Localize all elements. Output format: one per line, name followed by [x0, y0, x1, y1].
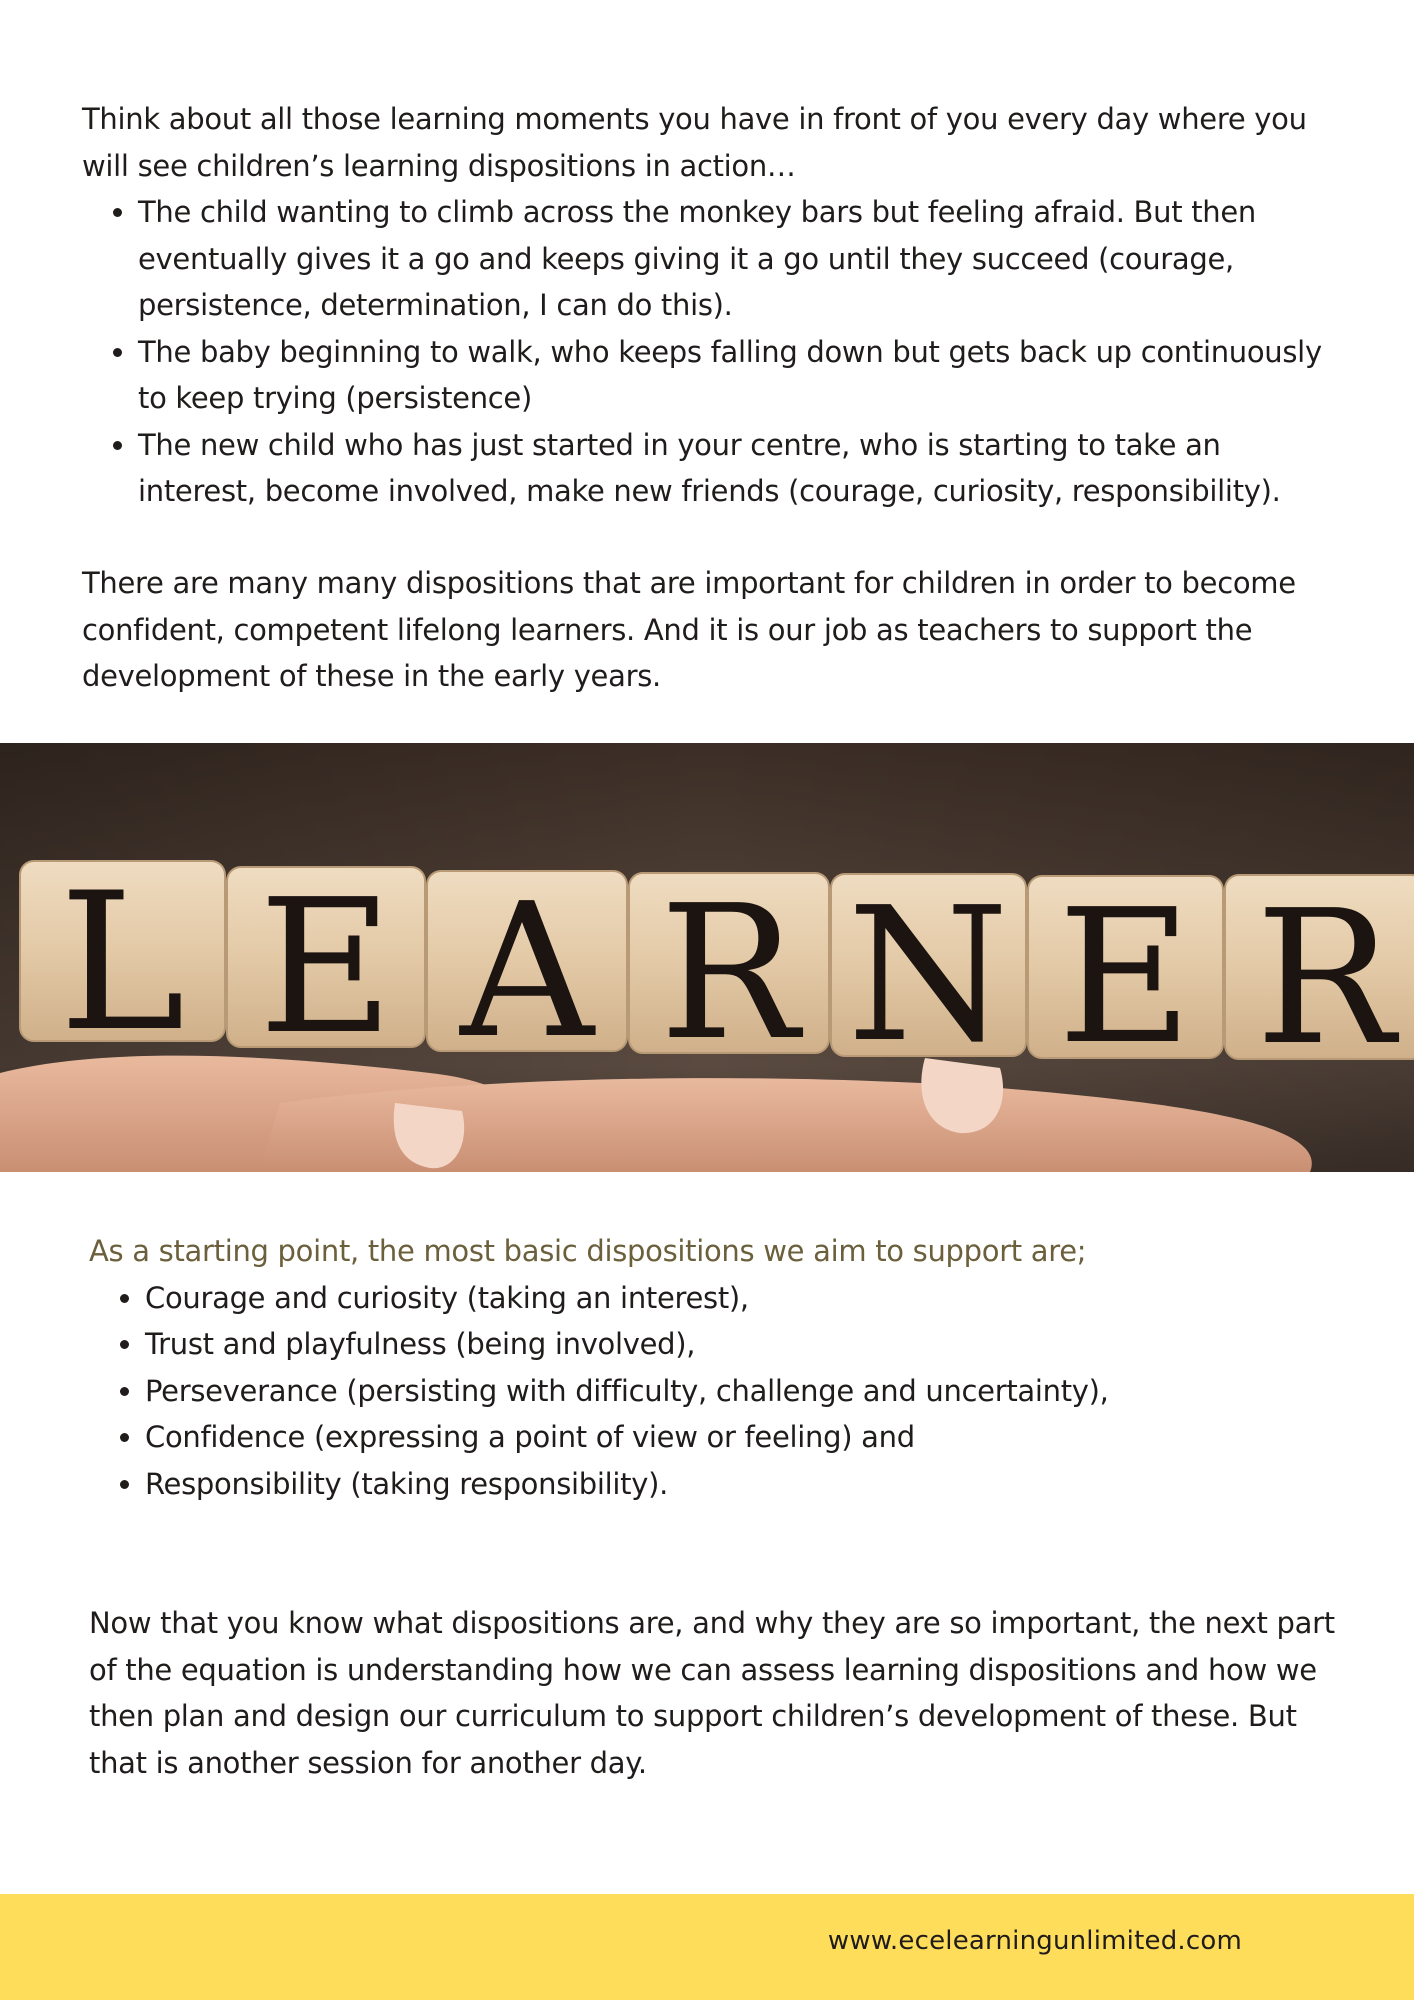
intro-section	[82, 96, 1332, 515]
list-item: • Courage and curiosity (taking an interest),	[145, 1275, 1339, 1322]
svg-text:A: A	[460, 863, 594, 1079]
svg-text:E: E	[258, 859, 394, 1075]
block-A	[427, 863, 627, 1079]
svg-text:R: R	[1255, 870, 1395, 1086]
closing-paragraph: Now that you know what dispositions are, and why they are so important, the next part of the equation is understanding how we can assess learning dispositions and how we then plan and design our curriculum to support children’s development of these. But that is another session for another day.	[89, 1606, 1335, 1780]
block-N	[831, 867, 1026, 1083]
list-item: • Confidence (expressing a point of view or feeling) and	[145, 1414, 1339, 1461]
block-L	[20, 852, 225, 1073]
intro-bullet-list	[82, 189, 1332, 515]
closing-section	[89, 1600, 1339, 1786]
block-E-2	[1028, 869, 1223, 1085]
svg-text:E: E	[1057, 869, 1193, 1085]
basic-dispositions-section	[89, 1228, 1339, 1507]
footer-bar	[0, 1894, 1414, 2000]
list-item: • The child wanting to climb across the monkey bars but feeling afraid. But then eventually gives it a go and keeps giving it a go until they succeed (courage, persistence, determination, I can do this).	[138, 189, 1332, 329]
block-R	[629, 865, 829, 1081]
svg-text:L: L	[58, 852, 186, 1073]
website-link[interactable]: www.ecelearningunlimited.com	[827, 1926, 1242, 1956]
intro-lead: Think about all those learning moments you have in front of you every day where you will see children’s learning dispositions in action…	[82, 102, 1307, 183]
list-item: • The baby beginning to walk, who keeps falling down but gets back up continuously to keep trying (persistence)	[138, 329, 1332, 422]
svg-text:N: N	[847, 867, 1009, 1083]
list-item: • Trust and playfulness (being involved),	[145, 1321, 1339, 1368]
block-R-2	[1225, 870, 1414, 1086]
basic-dispositions-lead: As a starting point, the most basic dispositions we aim to support are;	[89, 1234, 1087, 1268]
svg-text:R: R	[659, 865, 799, 1081]
list-item: • Responsibility (taking responsibility).	[145, 1461, 1339, 1508]
learner-blocks-photo	[0, 743, 1414, 1172]
dispositions-paragraph	[82, 560, 1332, 700]
list-item: • The new child who has just started in your centre, who is starting to take an interest, become involved, make new friends (courage, curiosity, responsibility).	[138, 422, 1332, 515]
block-E	[227, 859, 425, 1075]
paragraph-text: There are many many dispositions that are important for children in order to become confident, competent lifelong learners. And it is our job as teachers to support the development of these in the early years.	[82, 566, 1296, 693]
basic-dispositions-list	[89, 1275, 1339, 1508]
list-item: • Perseverance (persisting with difficulty, challenge and uncertainty),	[145, 1368, 1339, 1415]
